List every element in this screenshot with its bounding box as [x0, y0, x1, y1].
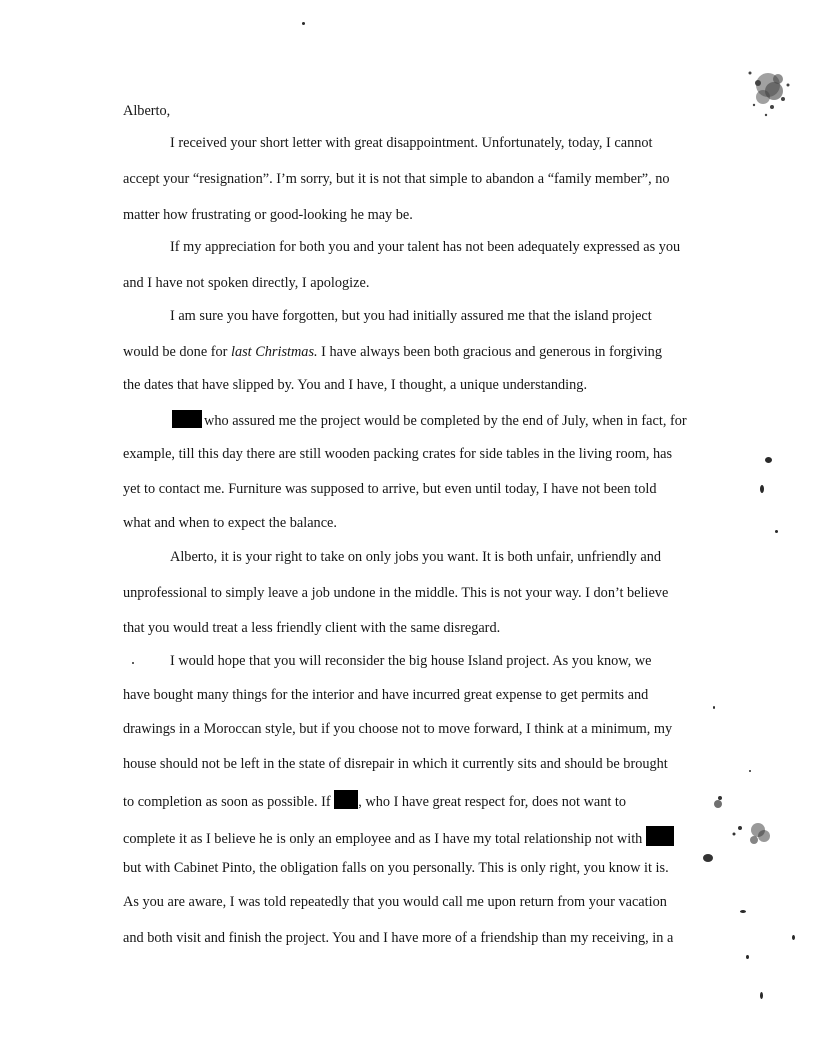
paragraph-5-line-2: unprofessional to simply leave a job undone in the middle. This is not your way. I don’t believe: [123, 585, 669, 601]
paragraph-3-line-2: [123, 343, 662, 361]
paragraph-4-line-1-text: who assured me the project would be completed by the end of July, when in fact, for: [204, 413, 687, 429]
speck: [132, 662, 134, 664]
speck: [760, 992, 763, 999]
speck: [775, 530, 778, 533]
speck: [765, 457, 772, 463]
paragraph-6-line-6: [123, 826, 674, 848]
paragraph-4-line-1: [172, 410, 687, 430]
paragraph-3-line-3: the dates that have slipped by. You and I have, I thought, a unique understanding.: [123, 377, 588, 393]
paragraph-6-line-5-end: , who I have great respect for, does not want to: [358, 794, 627, 810]
speck: [760, 485, 764, 493]
speck: [792, 935, 795, 940]
paragraph-4-line-3: yet to contact me. Furniture was supposed to arrive, but even until today, I have not been told: [123, 481, 657, 497]
speck: [749, 770, 751, 772]
paragraph-6-line-5: [123, 790, 626, 811]
paragraph-6-line-6-text: complete it as I believe he is only an employee and as I have my total relationship not with: [123, 831, 643, 847]
paragraph-1-line-1: I received your short letter with great disappointment. Unfortunately, today, I cannot: [170, 135, 653, 151]
paragraph-6-line-1: I would hope that you will reconsider the big house Island project. As you know, we: [170, 653, 652, 669]
paragraph-2-line-1: If my appreciation for both you and your talent has not been adequately expressed as you: [170, 239, 681, 255]
paragraph-3-line-2-end: I have always been both gracious and generous in forgiving: [317, 344, 662, 360]
paragraph-1-line-3: matter how frustrating or good-looking he may be.: [123, 207, 413, 223]
speck: [713, 706, 715, 709]
redaction-block: [646, 826, 674, 846]
paragraph-6-line-5-start: to completion as soon as possible. If: [123, 794, 335, 810]
speck: [746, 955, 749, 959]
salutation: Alberto,: [123, 103, 171, 119]
paragraph-4-line-2: example, till this day there are still wooden packing crates for side tables in the living room, has: [123, 446, 673, 462]
paragraph-6-line-3: drawings in a Moroccan style, but if you choose not to move forward, I think at a minimum, my: [123, 721, 673, 737]
paragraph-2-line-2: and I have not spoken directly, I apologize.: [123, 275, 370, 291]
paragraph-5-line-1: Alberto, it is your right to take on only jobs you want. It is both unfair, unfriendly and: [170, 549, 662, 565]
paragraph-1-line-2: accept your “resignation”. I’m sorry, but it is not that simple to abandon a “family member”, no: [123, 171, 670, 187]
speck: [740, 910, 746, 913]
paragraph-3-line-1: I am sure you have forgotten, but you had initially assured me that the island project: [170, 308, 652, 324]
paragraph-6-line-9: and both visit and finish the project. You and I have more of a friendship than my receiving, in a: [123, 930, 674, 946]
paragraph-3-line-2-start: would be done for: [123, 344, 231, 360]
paragraph-6-line-8: As you are aware, I was told repeatedly that you would call me upon return from your vacation: [123, 894, 667, 910]
redaction-block: [172, 410, 202, 428]
paragraph-6-line-2: have bought many things for the interior and have incurred great expense to get permits and: [123, 687, 649, 703]
last-christmas-italic: last Christmas.: [231, 344, 318, 360]
paragraph-4-line-4: what and when to expect the balance.: [123, 515, 337, 531]
paragraph-6-line-7: but with Cabinet Pinto, the obligation falls on you personally. This is only right, you know it is.: [123, 860, 669, 876]
speck: [302, 22, 305, 25]
paragraph-5-line-3: that you would treat a less friendly client with the same disregard.: [123, 620, 501, 636]
paragraph-6-line-4: house should not be left in the state of disrepair in which it currently sits and should be brought: [123, 756, 668, 772]
scan-noise-blob: [728, 55, 808, 135]
scan-noise-cluster: [700, 790, 800, 870]
redaction-block: [334, 790, 358, 809]
